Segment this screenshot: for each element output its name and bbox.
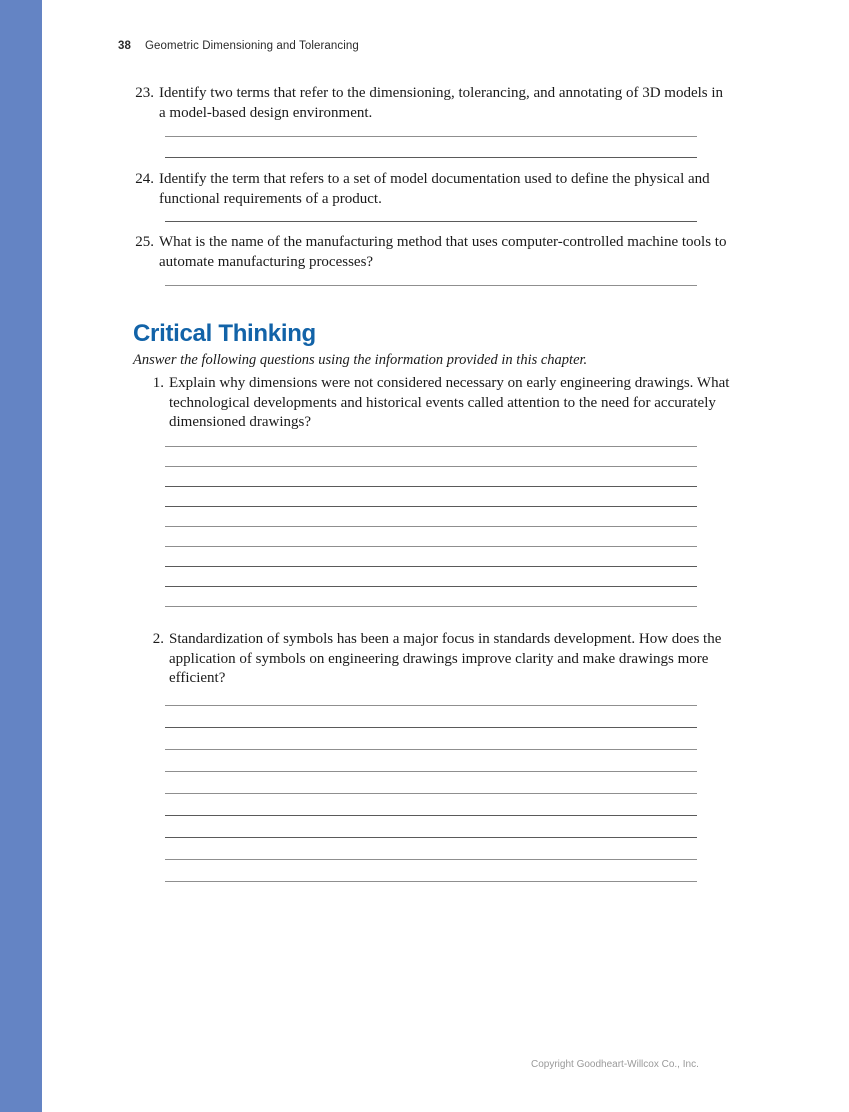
question-item [128, 233, 736, 272]
question-number: 1. [152, 375, 164, 391]
question-text: Identify the term that refers to a set of model documentation used to define the physical and functional requirements of a product. [159, 171, 710, 207]
answer-lines[interactable] [165, 446, 697, 607]
page-number: 38 [118, 40, 131, 52]
answer-line[interactable] [165, 727, 697, 728]
question-item [128, 84, 728, 123]
answer-line[interactable] [165, 606, 697, 607]
running-header [118, 40, 359, 52]
answer-line[interactable] [165, 881, 697, 882]
question-text: Explain why dimensions were not considered necessary on early engineering drawings. What technological developments and historical events called attention to the need for accurately dimensioned drawings? [169, 375, 730, 430]
answer-line[interactable] [165, 157, 697, 158]
answer-line[interactable] [165, 566, 697, 567]
answer-line[interactable] [165, 221, 697, 222]
answer-line[interactable] [165, 837, 697, 838]
answer-line[interactable] [165, 466, 697, 467]
question-number: 2. [152, 631, 164, 647]
answer-lines[interactable] [165, 285, 697, 286]
question-number: 25. [135, 234, 154, 250]
answer-line[interactable] [165, 446, 697, 447]
decorative-side-bar [0, 0, 42, 1112]
question-number: 24. [135, 171, 154, 187]
answer-lines[interactable] [165, 705, 697, 882]
answer-line[interactable] [165, 506, 697, 507]
answer-lines[interactable] [165, 136, 697, 158]
answer-line[interactable] [165, 136, 697, 137]
question-text: Standardization of symbols has been a major focus in standards development. How does the application of symbols on engineering drawings improve clarity and make drawings more efficient? [169, 631, 722, 686]
answer-line[interactable] [165, 859, 697, 860]
answer-line[interactable] [165, 546, 697, 547]
answer-line[interactable] [165, 815, 697, 816]
answer-line[interactable] [165, 586, 697, 587]
question-item [138, 630, 746, 689]
answer-line[interactable] [165, 705, 697, 706]
page-content [42, 0, 849, 1112]
section-instructions: Answer the following questions using the information provided in this chapter. [133, 352, 588, 368]
answer-line[interactable] [165, 793, 697, 794]
answer-lines[interactable] [165, 221, 697, 222]
section-heading: Critical Thinking [133, 320, 316, 347]
question-item [138, 374, 738, 433]
answer-line[interactable] [165, 749, 697, 750]
running-header-title: Geometric Dimensioning and Tolerancing [145, 40, 359, 52]
answer-line[interactable] [165, 771, 697, 772]
answer-line[interactable] [165, 526, 697, 527]
question-text: What is the name of the manufacturing method that uses computer-controlled machine tools to automate manufacturing processes? [159, 234, 727, 270]
footer-copyright: Copyright Goodheart-Willcox Co., Inc. [531, 1059, 699, 1070]
question-text: Identify two terms that refer to the dimensioning, tolerancing, and annotating of 3D models in a model-based design environment. [159, 85, 724, 121]
answer-line[interactable] [165, 486, 697, 487]
question-number: 23. [135, 85, 154, 101]
answer-line[interactable] [165, 285, 697, 286]
question-item [128, 170, 736, 209]
